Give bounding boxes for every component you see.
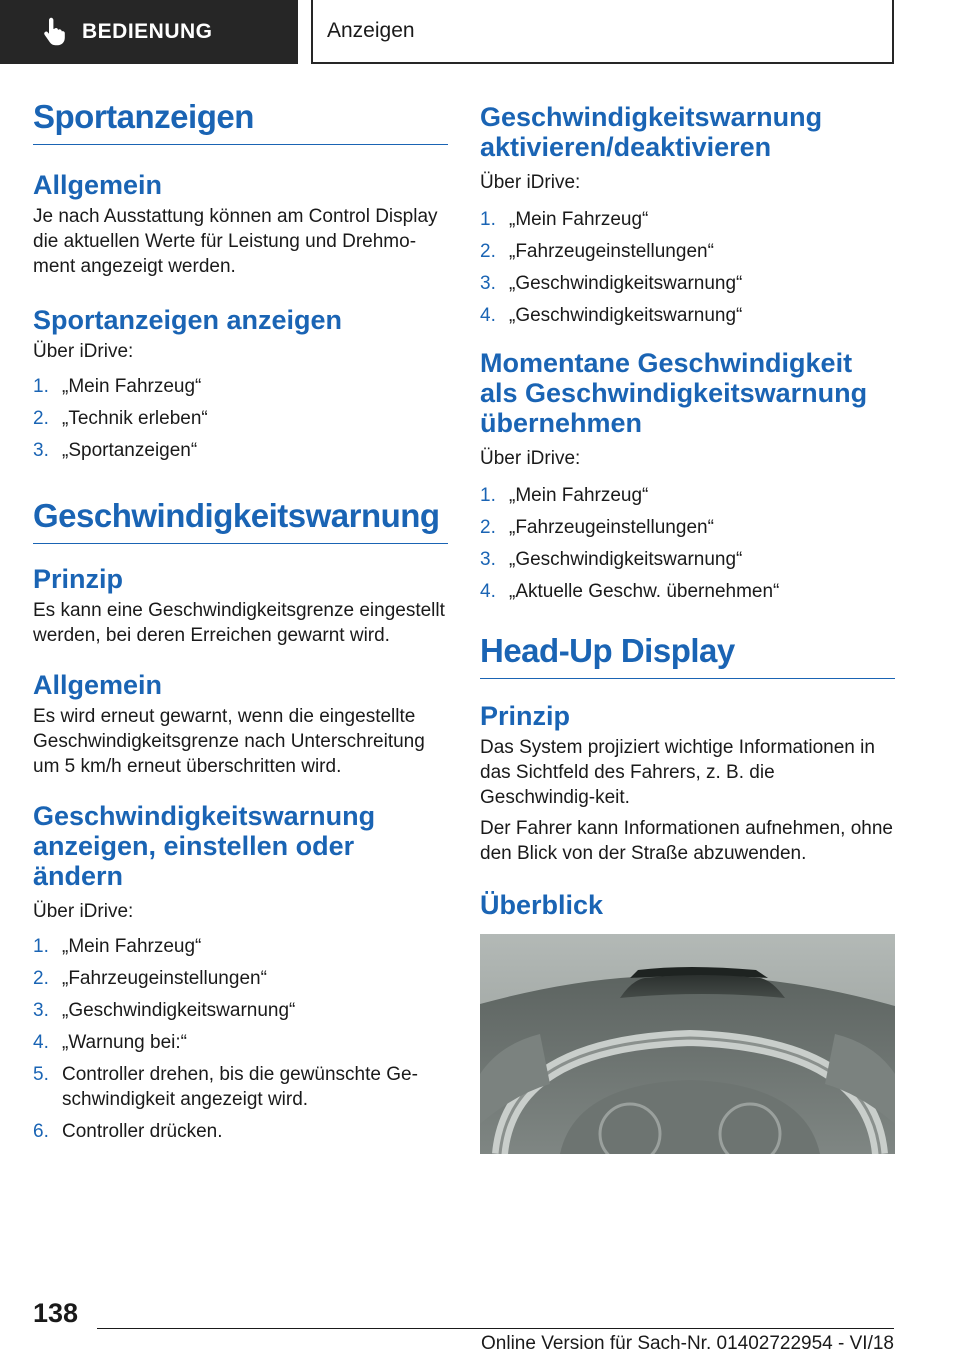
step-number: 1.	[33, 376, 49, 397]
heading-geschwindigkeitswarnung: Geschwindigkeitswarnung	[33, 495, 448, 544]
steps-sportanzeigen	[33, 374, 448, 463]
list-item: 3. „Geschwindigkeitswarnung“	[33, 1000, 296, 1021]
list-item: 2. „Fahrzeugeinstellungen“	[33, 968, 267, 989]
head-up-display-illustration	[480, 934, 895, 1154]
heading-head-up-display: Head-Up Display	[480, 630, 895, 679]
idrive-intro: Über iDrive:	[480, 172, 581, 193]
idrive-intro: Über iDrive:	[480, 448, 581, 469]
paragraph-hud-prinzip-1: Das System projiziert wichtige Informationen in das Sichtfeld des Fahrers, z. B. die Geschwindig-keit.	[480, 737, 875, 808]
list-item: 2. „Technik erleben“	[33, 408, 208, 429]
step-number: 2.	[480, 517, 496, 538]
chapter-label: BEDIENUNG	[82, 20, 213, 43]
step-number: 5.	[33, 1064, 49, 1085]
list-item: 1. „Mein Fahrzeug“	[33, 936, 202, 957]
list-item: 2. „Fahrzeugeinstellungen“	[480, 241, 714, 262]
idrive-intro: Über iDrive:	[33, 341, 134, 362]
step-number: 2.	[480, 241, 496, 262]
list-item: 5. Controller drehen, bis die gewünschte Ge-schwindigkeit angezeigt wird.	[33, 1064, 418, 1110]
heading-sportanzeigen-anzeigen: Sportanzeigen anzeigen	[33, 305, 343, 335]
paragraph-hud-prinzip-2: Der Fahrer kann Informationen aufnehmen, ohne den Blick von der Straße abzuwenden.	[480, 818, 893, 864]
heading-sportanzeigen: Sportanzeigen	[33, 96, 448, 145]
heading-warnung-aktivieren: Geschwindigkeitswarnung aktivieren/deaktivieren	[480, 102, 823, 162]
step-number: 4.	[480, 305, 496, 326]
paragraph-allgemein: Je nach Ausstattung können am Control Display die aktuellen Werte für Leistung und Drehmo-ment angezeigt werden.	[33, 206, 438, 277]
section-tab	[311, 0, 894, 64]
step-number: 1.	[480, 485, 496, 506]
heading-allgemein: Allgemein	[33, 170, 163, 200]
list-item: 2. „Fahrzeugeinstellungen“	[480, 517, 714, 538]
step-number: 1.	[480, 209, 496, 230]
step-number: 1.	[33, 936, 49, 957]
list-item: 3. „Geschwindigkeitswarnung“	[480, 549, 743, 570]
list-item: 1. „Mein Fahrzeug“	[33, 376, 202, 397]
list-item: 4. „Aktuelle Geschw. übernehmen“	[480, 581, 780, 602]
steps-warnung-aktivieren	[480, 207, 895, 328]
heading-prinzip: Prinzip	[33, 564, 124, 594]
footer-divider	[97, 1328, 894, 1329]
step-number: 3.	[33, 440, 49, 461]
list-item: 1. „Mein Fahrzeug“	[480, 209, 649, 230]
list-item: 4. „Warnung bei:“	[33, 1032, 187, 1053]
list-item: 3. „Geschwindigkeitswarnung“	[480, 273, 743, 294]
page-header	[0, 0, 960, 66]
step-number: 3.	[480, 549, 496, 570]
step-number: 6.	[33, 1121, 49, 1142]
heading-momentane-geschwindigkeit: Momentane Geschwindigkeit als Geschwindigkeitswarnung übernehmen	[480, 348, 868, 438]
hand-pointer-icon	[38, 17, 68, 47]
heading-hud-prinzip: Prinzip	[480, 701, 571, 731]
step-number: 3.	[33, 1000, 49, 1021]
list-item: 6. Controller drücken.	[33, 1121, 223, 1142]
heading-warnung-einstellen: Geschwindigkeitswarnung anzeigen, einstellen oder ändern	[33, 801, 376, 891]
steps-warnung-einstellen	[33, 934, 448, 1144]
step-number: 4.	[480, 581, 496, 602]
list-item: 1. „Mein Fahrzeug“	[480, 485, 649, 506]
step-number: 3.	[480, 273, 496, 294]
paragraph-allgemein-2: Es wird erneut gewarnt, wenn die eingestellte Geschwindigkeitsgrenze nach Unterschreitung um 5 km/h erneut überschritten wird.	[33, 706, 425, 777]
right-column	[480, 102, 895, 1154]
step-number: 4.	[33, 1032, 49, 1053]
online-version-note: Online Version für Sach-Nr. 01402722954 - VI/18	[481, 1333, 894, 1354]
page-number: 138	[33, 1298, 79, 1328]
heading-allgemein-2: Allgemein	[33, 670, 163, 700]
paragraph-prinzip: Es kann eine Geschwindigkeitsgrenze eingestellt werden, bei deren Erreichen gewarnt wird.	[33, 600, 445, 646]
chapter-tab	[0, 0, 298, 64]
left-column	[33, 96, 448, 1151]
section-label: Anzeigen	[327, 19, 415, 42]
step-number: 2.	[33, 408, 49, 429]
step-number: 2.	[33, 968, 49, 989]
idrive-intro: Über iDrive:	[33, 901, 134, 922]
steps-momentane-geschwindigkeit	[480, 483, 895, 604]
heading-ueberblick: Überblick	[480, 890, 604, 920]
list-item: 3. „Sportanzeigen“	[33, 440, 198, 461]
dashboard-illustration	[480, 934, 895, 1154]
list-item: 4. „Geschwindigkeitswarnung“	[480, 305, 743, 326]
